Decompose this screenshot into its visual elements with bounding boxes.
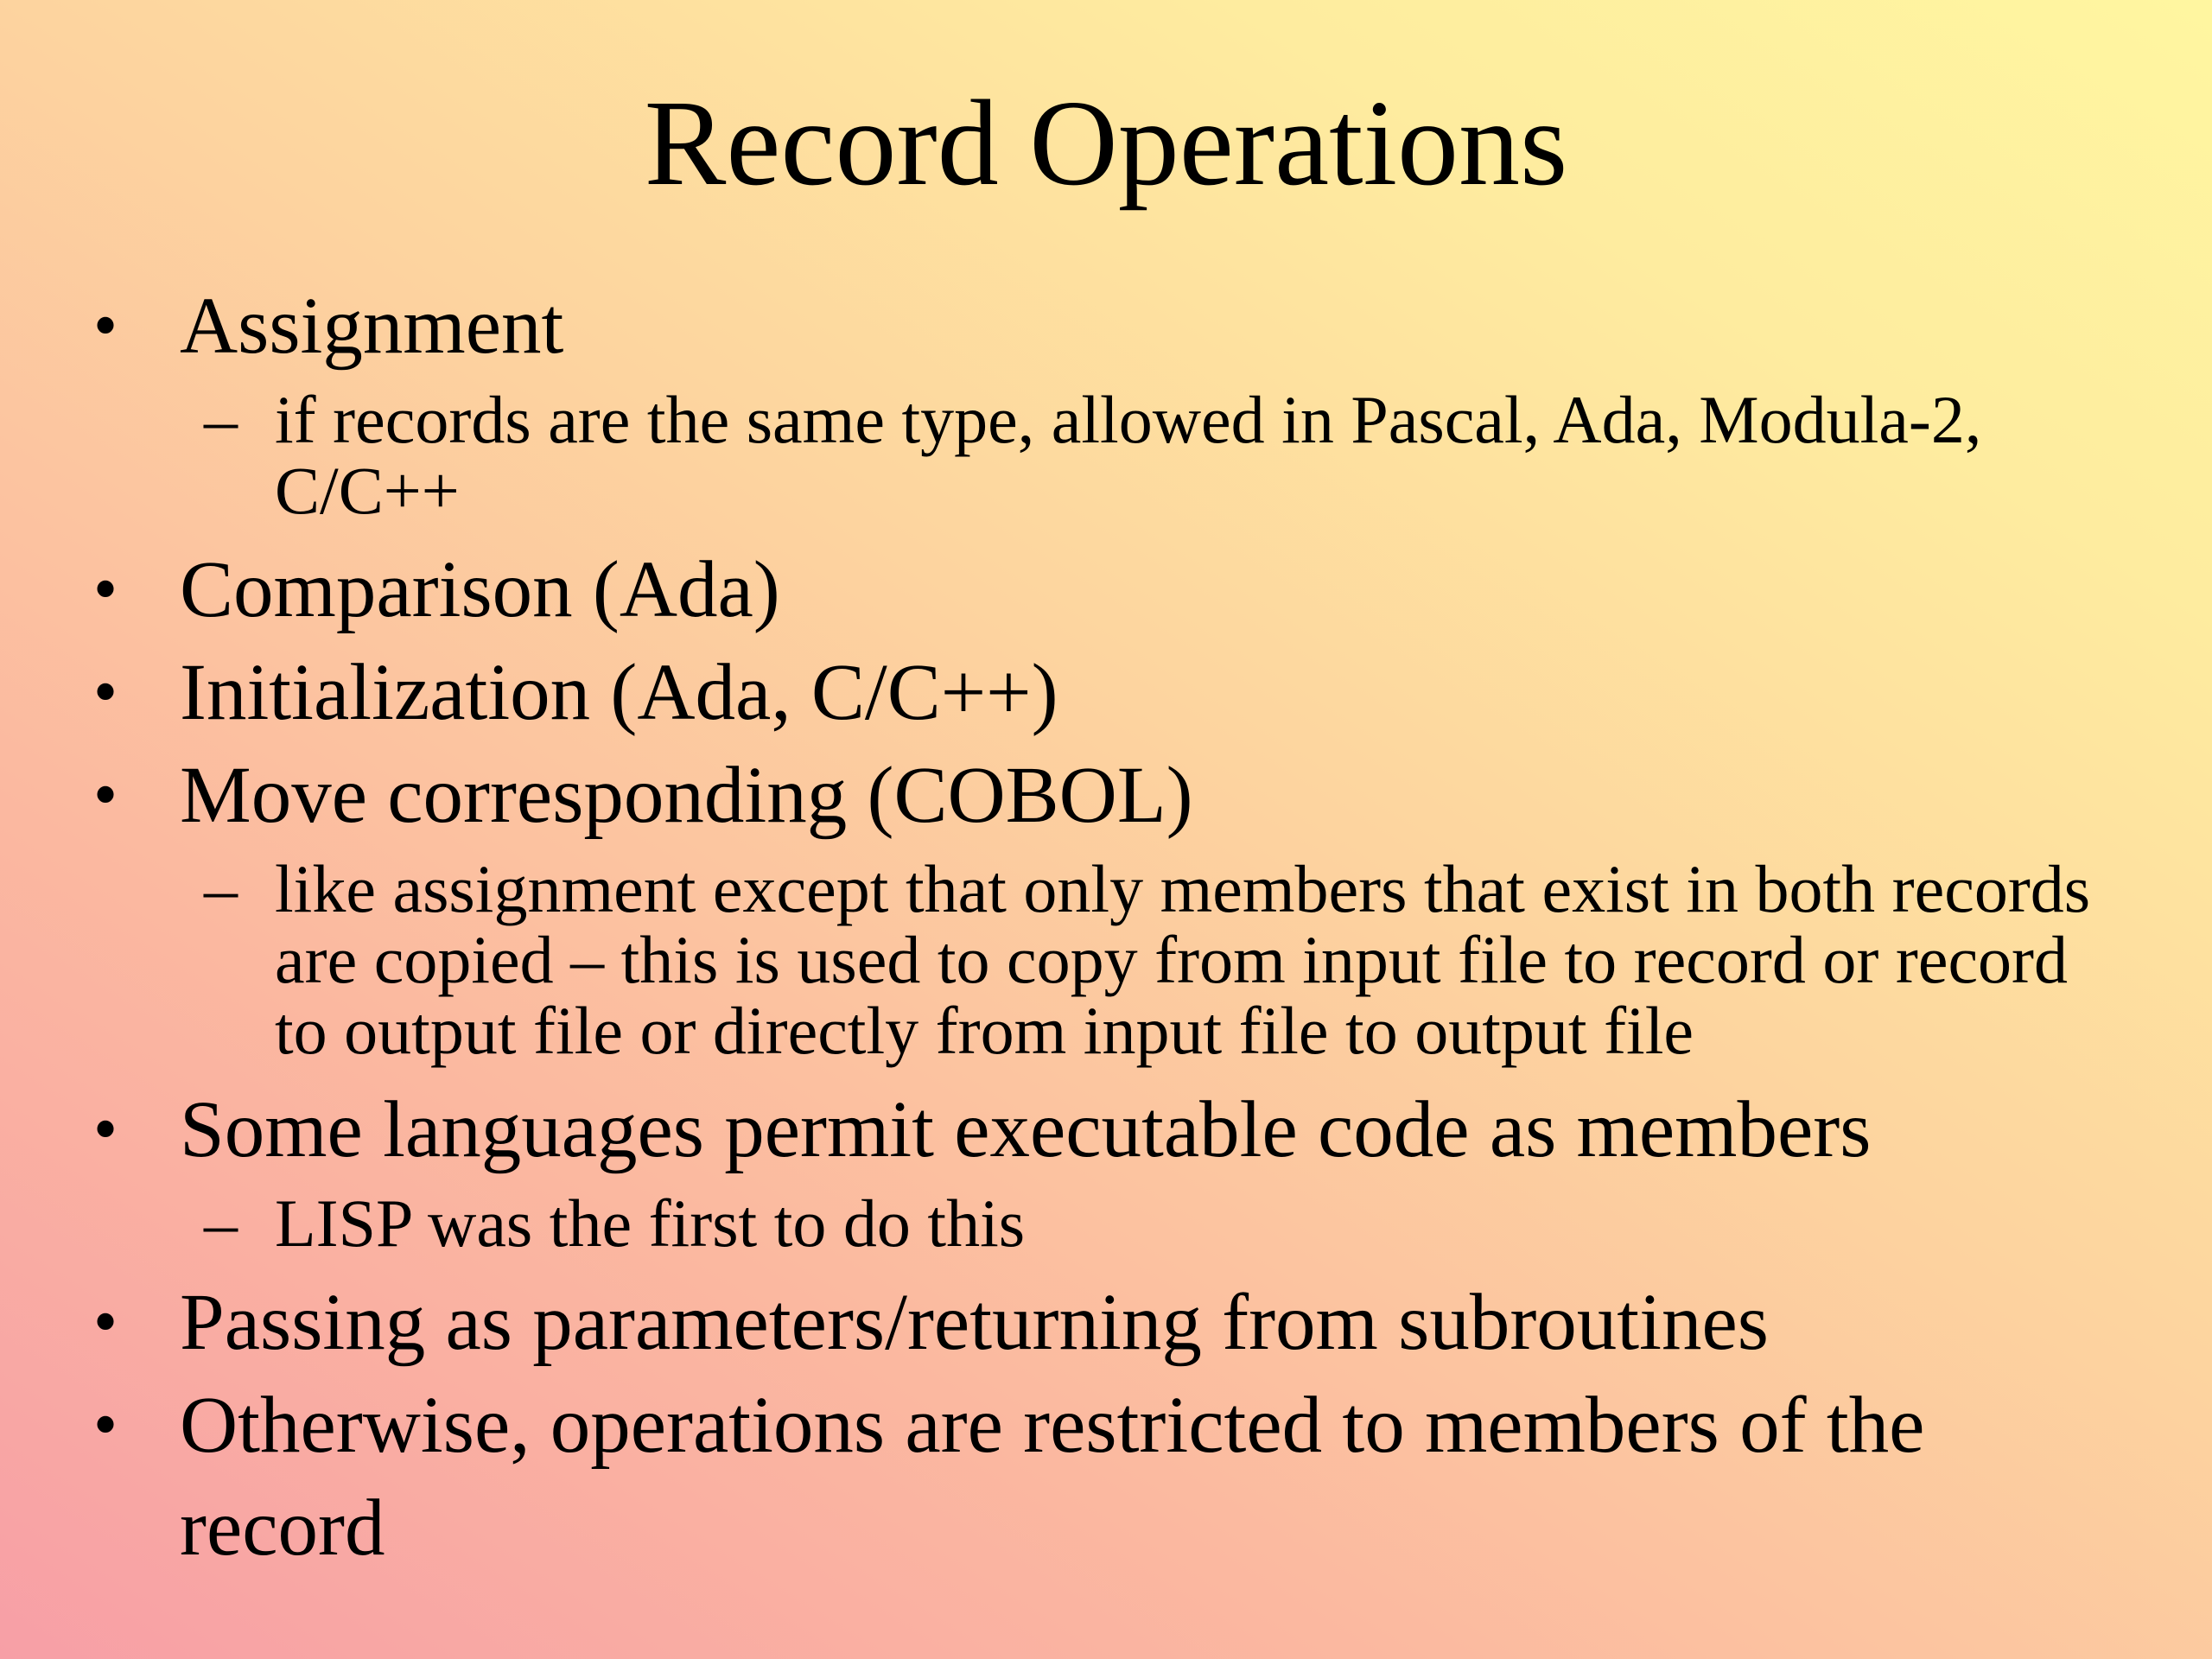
bullet-text: Move corresponding (COBOL) xyxy=(180,751,1193,840)
sub-bullet-item xyxy=(0,851,2115,1068)
bullet-item xyxy=(0,1271,2081,1374)
bullet-marker: • xyxy=(93,288,118,364)
sub-bullet-text: if records are the same type, allowed in Pascal, Ada, Modula-2, C/C++ xyxy=(275,382,1982,528)
sub-bullet-text: LISP was the first to do this xyxy=(275,1185,1026,1261)
bullet-item xyxy=(0,641,2081,744)
bullet-item xyxy=(0,1078,2081,1181)
bullet-marker: • xyxy=(93,1091,118,1167)
bullet-marker: • xyxy=(93,551,118,627)
bullet-marker: • xyxy=(93,1284,118,1360)
bullet-text: Otherwise, operations are restricted to members of the record xyxy=(180,1381,1925,1573)
bullet-list xyxy=(0,275,2212,1580)
bullet-text: Passing as parameters/returning from subroutines xyxy=(180,1278,1769,1367)
bullet-marker: • xyxy=(93,654,118,730)
sub-bullet-marker: – xyxy=(204,382,238,457)
bullet-text: Some languages permit executable code as members xyxy=(180,1085,1872,1174)
bullet-marker: • xyxy=(93,1387,118,1463)
bullet-item xyxy=(0,538,2081,641)
bullet-text: Assignment xyxy=(180,282,564,371)
slide-title: Record Operations xyxy=(644,74,1568,211)
bullet-text: Initialization (Ada, C/C++) xyxy=(180,648,1058,737)
bullet-item xyxy=(0,1374,2081,1580)
sub-bullet-marker: – xyxy=(204,851,238,926)
bullet-marker: • xyxy=(93,757,118,833)
sub-bullet-marker: – xyxy=(204,1185,238,1261)
sub-bullet-item xyxy=(0,1185,2115,1261)
bullet-text: Comparison (Ada) xyxy=(180,545,780,634)
bullet-item xyxy=(0,275,2081,378)
sub-bullet-item xyxy=(0,382,2115,528)
sub-bullet-text: like assignment except that only members that exist in both records are copied – this is used to copy from input file to record or record to output file or directly from input file to output file xyxy=(275,851,2091,1068)
bullet-item xyxy=(0,744,2081,847)
